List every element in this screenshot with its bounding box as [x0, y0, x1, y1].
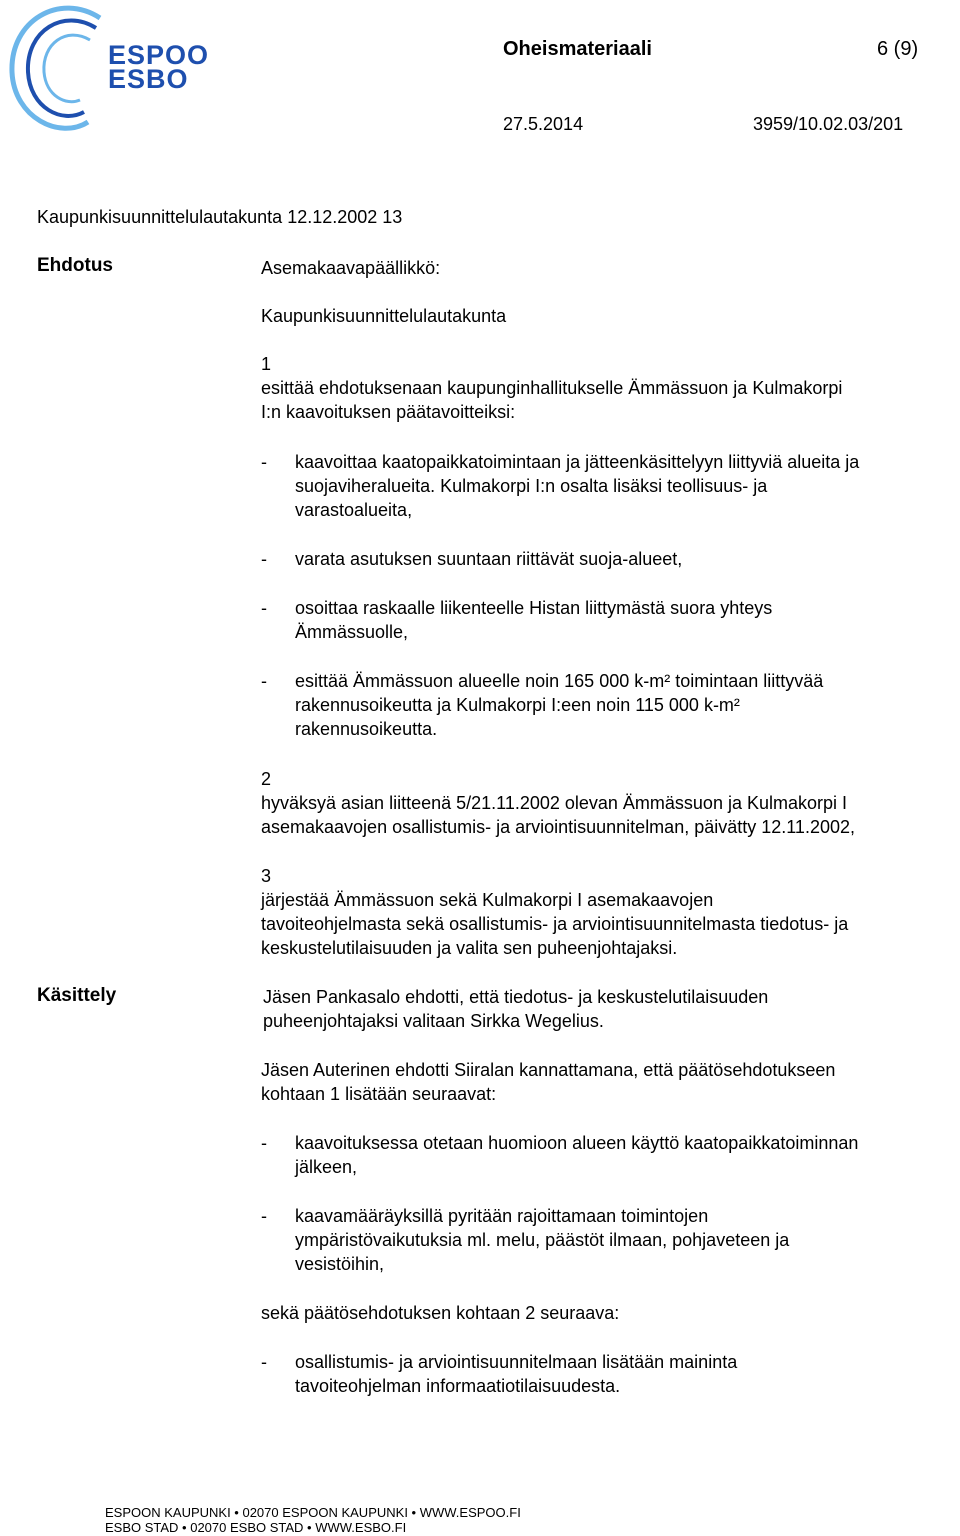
point-2-number: 2: [261, 769, 272, 789]
list-dash: -: [261, 1206, 267, 1226]
point-3-line: keskustelutilaisuuden ja valita sen puheenjohtajaksi.: [261, 938, 678, 958]
logo-text-esbo: ESBO: [108, 64, 189, 94]
list-item-line: kaavamääräyksillä pyritään rajoittamaan toimintojen: [295, 1206, 709, 1226]
board-name: Kaupunkisuunnittelulautakunta: [261, 306, 507, 326]
list-item-line: suojaviheralueita. Kulmakorpi I:n osalta lisäksi teollisuus- ja: [295, 476, 768, 496]
list-dash: -: [261, 1133, 267, 1153]
handling-paragraph-line: sekä päätösehdotuksen kohtaan 2 seuraava:: [261, 1303, 620, 1323]
handling-paragraph-line: Jäsen Auterinen ehdotti Siiralan kannattamana, että päätösehdotukseen: [261, 1060, 836, 1080]
list-item-line: rakennusoikeutta ja Kulmakorpi I:een noin 115 000 k-m²: [295, 695, 740, 715]
list-item-line: kaavoittaa kaatopaikkatoimintaan ja jätteenkäsittelyyn liittyviä alueita ja: [295, 452, 860, 472]
handling-paragraph-line: puheenjohtajaksi valitaan Sirkka Wegelius.: [263, 1011, 604, 1031]
list-dash: -: [261, 549, 267, 569]
list-item-line: tavoiteohjelman informaatiotilaisuudesta.: [295, 1376, 621, 1396]
list-item-line: osallistumis- ja arviointisuunnitelmaan lisätään maininta: [295, 1352, 738, 1372]
point-2-line: asemakaavojen osallistumis- ja arviointisuunnitelman, päivätty 12.11.2002,: [261, 817, 855, 837]
list-item-line: jälkeen,: [295, 1157, 358, 1177]
proposal-label: Ehdotus: [37, 255, 113, 276]
footer-line-finnish: ESPOON KAUPUNKI • 02070 ESPOON KAUPUNKI • WWW.ESPOO.FI: [105, 1505, 521, 1520]
list-dash: -: [261, 452, 267, 472]
list-item-line: varastoalueita,: [295, 500, 413, 520]
list-item-line: kaavoituksessa otetaan huomioon alueen käyttö kaatopaikkatoiminnan: [295, 1133, 859, 1153]
meeting-line: Kaupunkisuunnittelulautakunta 12.12.2002 13: [37, 207, 403, 227]
logo-text-espoo: ESPOO: [108, 40, 210, 70]
page-number: 6 (9): [877, 38, 919, 60]
reference-number: 3959/10.02.03/201: [753, 114, 904, 134]
espoo-logo: [0, 0, 210, 150]
list-item-line: ympäristövaikutuksia ml. melu, päästöt ilmaan, pohjaveteen ja: [295, 1230, 790, 1250]
list-item-line: Ämmässuolle,: [295, 622, 409, 642]
point-3-line: järjestää Ämmässuon sekä Kulmakorpi I asemakaavojen: [261, 890, 714, 910]
list-item-line: osoittaa raskaalle liikenteelle Histan liittymästä suora yhteys: [295, 598, 773, 618]
list-item-line: rakennusoikeutta.: [295, 719, 438, 739]
list-dash: -: [261, 598, 267, 618]
point-2-line: hyväksyä asian liitteenä 5/21.11.2002 olevan Ämmässuon ja Kulmakorpi I: [261, 793, 848, 813]
point-3-number: 3: [261, 866, 272, 886]
list-dash: -: [261, 1352, 267, 1372]
point-1-number: 1: [261, 354, 272, 374]
handling-label: Käsittely: [37, 985, 117, 1006]
document-title: Oheismateriaali: [503, 38, 652, 60]
point-3-line: tavoiteohjelmasta sekä osallistumis- ja arviointisuunnitelmasta tiedotus- ja: [261, 914, 849, 934]
document-date: 27.5.2014: [503, 114, 584, 134]
list-dash: -: [261, 671, 267, 691]
presenter: Asemakaavapäällikkö:: [261, 258, 441, 278]
list-item-line: vesistöihin,: [295, 1254, 385, 1274]
list-item-line: varata asutuksen suuntaan riittävät suoja-alueet,: [295, 549, 683, 569]
point-1-line: esittää ehdotuksenaan kaupunginhallitukselle Ämmässuon ja Kulmakorpi: [261, 378, 843, 398]
handling-paragraph-line: Jäsen Pankasalo ehdotti, että tiedotus- ja keskustelutilaisuuden: [263, 987, 769, 1007]
handling-paragraph-line: kohtaan 1 lisätään seuraavat:: [261, 1084, 497, 1104]
point-1-line: I:n kaavoituksen päätavoitteiksi:: [261, 402, 516, 422]
list-item-line: esittää Ämmässuon alueelle noin 165 000 k-m² toimintaan liittyvää: [295, 671, 824, 691]
footer-line-swedish: ESBO STAD • 02070 ESBO STAD • WWW.ESBO.FI: [105, 1520, 407, 1535]
